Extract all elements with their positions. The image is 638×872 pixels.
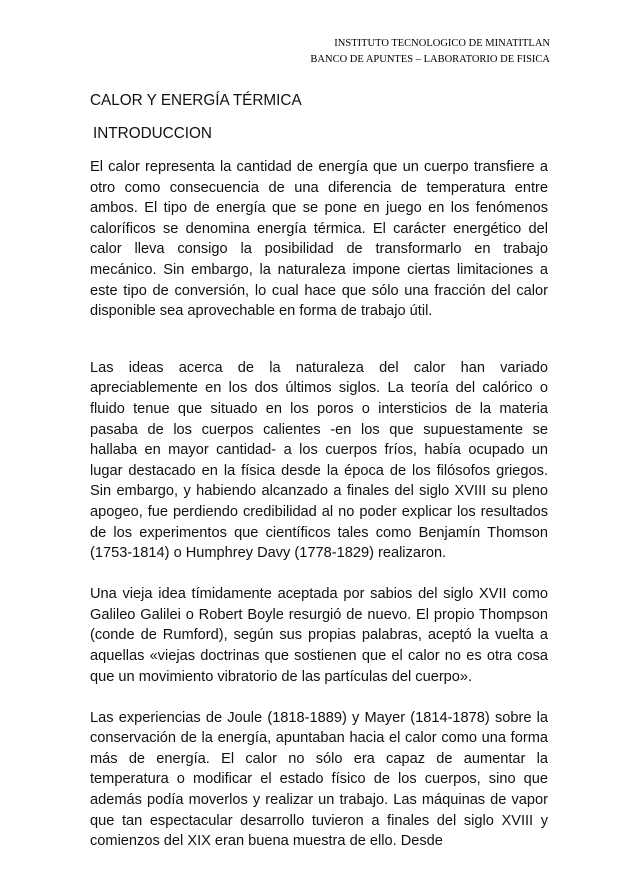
paragraph: Las ideas acerca de la naturaleza del calor han variado apreciablemente en los dos últimos siglos. La teoría del calórico o fluido tenue que situado en los poros o intersticios de la materia pasaba de los cuerpos calientes -en los que supuestamente se hallaba en mayor cantidad- a los cuerpos fríos, había ocupado un lugar destacado en la física desde la época de los filósofos griegos. Sin embargo, y habiendo alcanzado a finales del siglo XVIII su pleno apogeo, fue perdiendo credibilidad al no poder explicar los resultados de los experimentos que científicos tales como Benjamín Thomson (1753-1814) o Humphrey Davy (1778-1829) realizaron. bbox=[90, 359, 548, 562]
header-subtitle: BANCO DE APUNTES – LABORATORIO DE FISICA bbox=[310, 54, 550, 65]
paragraph: Una vieja idea tímidamente aceptada por sabios del siglo XVII como Galileo Galilei o Robert Boyle resurgió de nuevo. El propio Thompson (conde de Rumford), según sus propias palabras, aceptó la vuelta a aquellas «viejas doctrinas que sostienen que el calor no es otra cosa que un movimiento vibratorio de las partículas del cuerpo». bbox=[90, 586, 548, 685]
paragraph: El calor representa la cantidad de energía que un cuerpo transfiere a otro como consecuencia de una diferencia de temperatura entre ambos. El tipo de energía que se pone en juego en los fenómenos caloríficos se denomina energía térmica. El carácter energético del calor lleva consigo la posibilidad de transformarlo en trabajo mecánico. Sin embargo, la naturaleza impone ciertas limitaciones a este tipo de conversión, lo cual hace que sólo una fracción del calor disponible sea aprovechable en forma de trabajo útil. bbox=[90, 159, 548, 320]
header-institution: INSTITUTO TECNOLOGICO DE MINATITLAN bbox=[334, 38, 550, 49]
page-header bbox=[310, 36, 550, 68]
paragraph: Las experiencias de Joule (1818-1889) y Mayer (1814-1878) sobre la conservación de la energía, apuntaban hacia el calor como una forma más de energía. El calor no sólo era capaz de aumentar la temperatura o modificar el estado físico de los cuerpos, sino que además podía moverlos y realizar un trabajo. Las máquinas de vapor que tan espectacular desarrollo tuvieron a finales del siglo XVIII y comienzos del XIX eran buena muestra de ello. Desde bbox=[90, 709, 548, 850]
document-body bbox=[90, 91, 548, 872]
section-heading: INTRODUCCION bbox=[93, 125, 212, 142]
document-title: CALOR Y ENERGÍA TÉRMICA bbox=[90, 92, 302, 109]
